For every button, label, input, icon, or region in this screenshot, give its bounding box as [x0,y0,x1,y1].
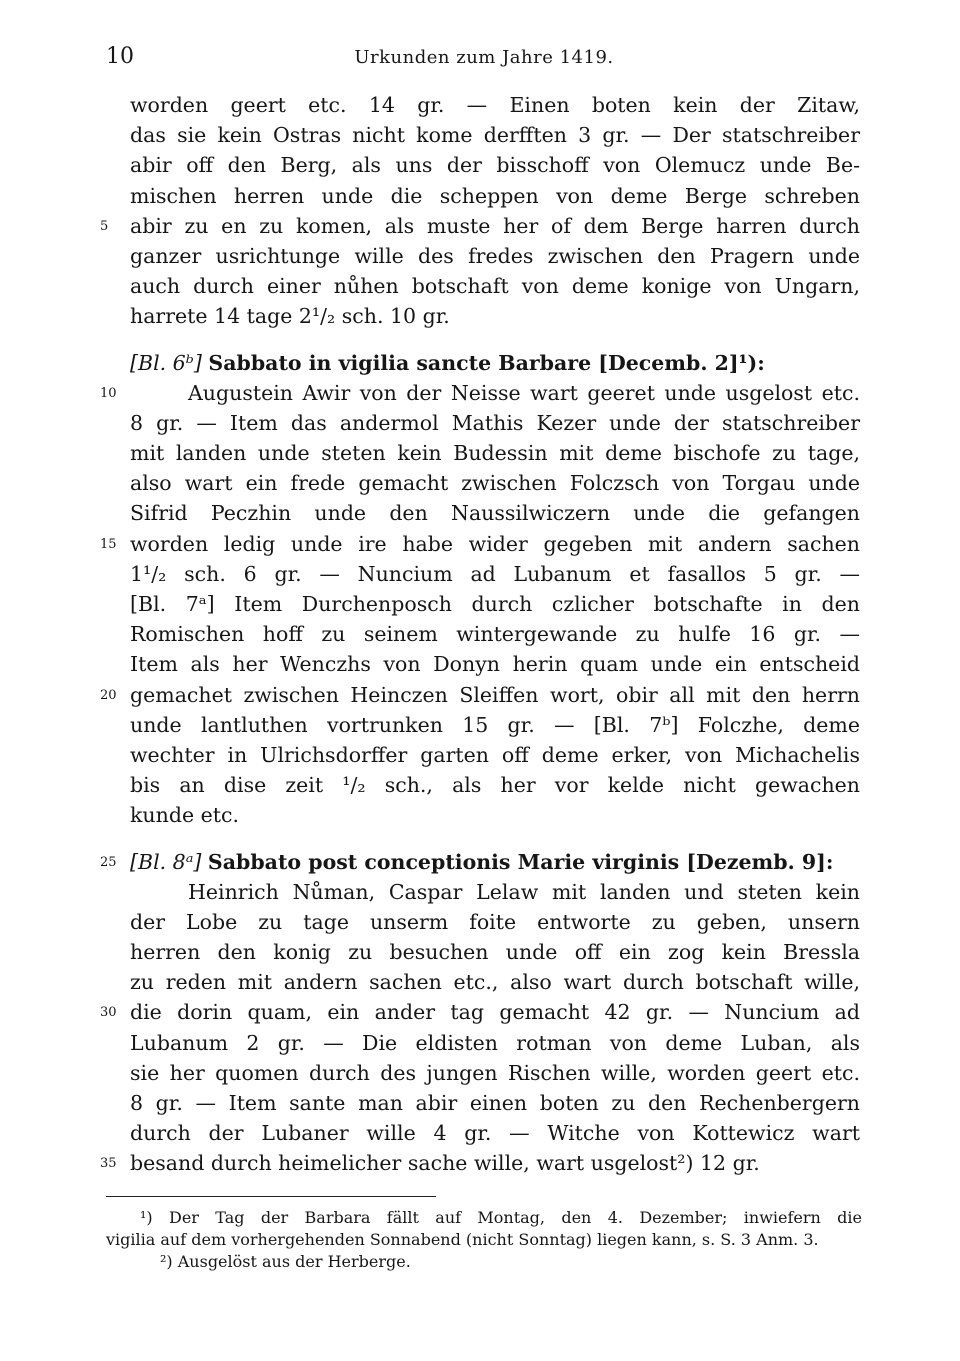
text-line [130,710,860,740]
line-text: also wart ein frede gemacht zwischen Folczsch von Torgau unde [130,471,860,496]
line-number: 30 [100,1005,117,1021]
text-line [130,90,860,120]
line-text: der Lobe zu tage unserm foite entworte zu geben, unsern [130,909,860,934]
line-text: Item als her Wenczhs von Donyn herin quam unde ein entscheid [130,652,860,677]
running-header [106,42,862,76]
section-heading [100,847,860,877]
footnotes [106,1196,862,1273]
line-text: die dorin quam, ein ander tag gemacht 42 gr. — Nuncium ad [130,1000,860,1025]
line-text: ganzer usrichtunge wille des fredes zwischen den Pragern unde [130,243,860,268]
line-text: mit landen unde steten kein Budessin mit deme bischofe zu tage, [130,441,860,466]
line-text: durch der Lubaner wille 4 gr. — Witche von Kottewicz wart [130,1121,860,1146]
text-line [130,1118,860,1148]
text-line [130,559,860,589]
text-line [130,937,860,967]
line-text: besand durch heimelicher sache wille, wart usgelost²) 12 gr. [130,1151,760,1176]
line-text: 1¹/₂ sch. 6 gr. — Nuncium ad Lubanum et fasallos 5 gr. — [130,561,860,586]
line-text: wechter in Ulrichsdorffer garten off deme erker, von Michachelis [130,742,860,767]
text-line [130,150,860,180]
line-text: sie her quomen durch des jungen Rischen wille, worden geert etc. [130,1060,860,1085]
heading-title: Sabbato in vigilia sancte Barbare [Decemb. 2]¹): [208,350,765,375]
footnote-1-line-2: vigilia auf dem vorhergehenden Sonnabend (nicht Sonntag) liegen kann, s. S. 3 Anm. 3. [106,1230,819,1249]
text-line [100,1148,860,1178]
line-text: 8 gr. — Item sante man abir einen boten zu den Rechenbergern [130,1091,860,1115]
line-text: auch durch einer nůhen botschaft von deme konige von Ungarn, [130,274,860,299]
page-number: 10 [106,44,134,69]
line-text: 8 gr. — Item das andermol Mathis Kezer unde der statschreiber [130,410,860,435]
text-line [100,211,860,241]
line-text: Sifrid Peczhin unde den Naussilwiczern unde die gefangen [130,501,860,526]
line-text: Augustein Awir von der Neisse wart geeret unde usgelost etc. [188,380,860,405]
text-line [130,907,860,937]
text-line [130,271,860,301]
text-line [130,877,860,907]
line-text: kunde etc. [130,803,239,828]
running-title: Urkunden zum Jahre 1419. [354,47,614,68]
line-text: das sie kein Ostras nicht kome derfften 3 gr. — Der statschreiber [130,123,860,148]
line-text: worden geert etc. 14 gr. — Einen boten kein der Zitaw, [130,93,860,117]
line-text: unde lantluthen vortrunken 15 gr. — [Bl. 7ᵇ] Folczhe, deme [130,712,860,737]
line-text: Lubanum 2 gr. — Die eldisten rotman von deme Luban, als [130,1030,860,1055]
line-number: 35 [100,1156,117,1172]
text-line [130,589,860,619]
text-line [130,1058,860,1088]
footnote-1-line-1: ¹) Der Tag der Barbara fällt auf Montag, den 4. Dezember; inwiefern die [140,1208,862,1227]
line-number: 25 [100,854,117,870]
section-gap [130,831,860,847]
line-text: zu reden mit andern sachen etc., also wart durch botschaft wille, [130,970,860,995]
section-gap [130,332,860,348]
text-line [130,408,860,438]
text-line [130,740,860,770]
text-line [130,241,860,271]
text-line [130,1028,860,1058]
line-text: mischen herren unde die scheppen von deme Berge schreben [130,183,860,208]
footnote-2: ²) Ausgelöst aus der Herberge. [160,1252,411,1271]
text-line [130,120,860,150]
text-line [130,498,860,528]
line-text: worden ledig unde ire habe wider gegeben mit andern sachen [130,531,860,556]
line-text: Heinrich Nůman, Caspar Lelaw mit landen und steten kein [188,879,860,904]
line-text: [Bl. 7ᵃ] Item Durchenposch durch czlicher botschafte in den [130,592,860,616]
heading-title: Sabbato post conceptionis Marie virginis [Dezemb. 9]: [207,849,834,874]
text-line [130,438,860,468]
line-number: 5 [100,218,109,234]
line-text: herren den konig zu besuchen unde off ein zog kein Bressla [130,940,860,965]
section-heading [130,348,860,378]
text-line [130,301,860,331]
footnote-rule [106,1196,436,1197]
text-line [130,181,860,211]
text-line [100,529,860,559]
line-number: 20 [100,687,117,703]
line-text: gemachet zwischen Heinczen Sleiffen wort, obir all mit den herrn [130,682,860,707]
text-line [130,468,860,498]
text-line [130,1088,860,1118]
text-line [130,800,860,830]
line-number: 10 [100,385,117,401]
text-line [130,770,860,800]
line-text: Romischen hoff zu seinem wintergewande zu hulfe 16 gr. — [130,622,860,647]
line-text: harrete 14 tage 2¹/₂ sch. 10 gr. [130,304,450,329]
line-number: 15 [100,536,117,552]
text-line [130,619,860,649]
text-line [130,649,860,679]
text-line [130,967,860,997]
line-text: abir off den Berg, als uns der bisschoff von Olemucz unde Be- [130,153,860,178]
text-line [100,378,860,408]
main-text [100,90,860,1179]
text-line [100,997,860,1027]
line-text: abir zu en zu komen, als muste her of dem Berge harren durch [130,213,860,238]
folio-reference: [Bl. 8ᵃ] [130,849,202,874]
line-text: bis an dise zeit ¹/₂ sch., als her vor kelde nicht gewachen [130,773,860,798]
text-line [100,680,860,710]
folio-reference: [Bl. 6ᵇ] [130,350,202,375]
